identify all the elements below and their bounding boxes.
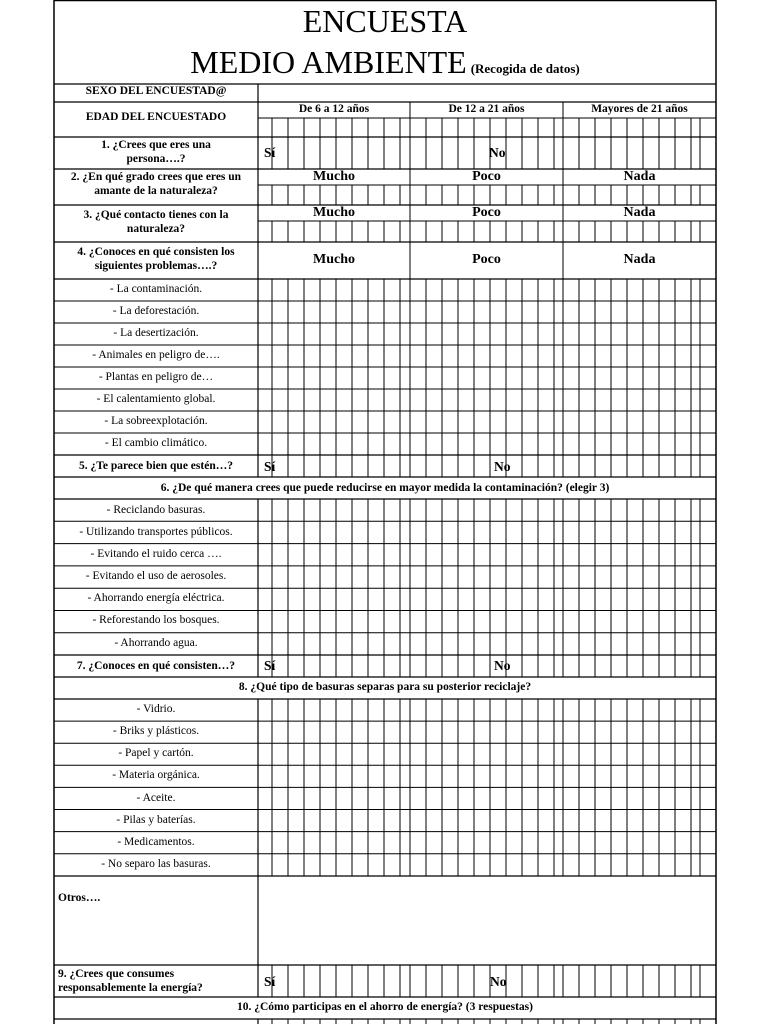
q5-yes-label: Sí (264, 459, 276, 474)
q8-item-7: - Medicamentos. (117, 836, 195, 848)
q3-option-mucho: Mucho (313, 205, 355, 220)
q7-yes-label: Sí (264, 658, 276, 673)
q6-text: 6. ¿De qué manera crees que puede reducirse en mayor medida la contaminación? (elegir 3) (160, 482, 610, 494)
q8-item-1: - Vidrio. (136, 703, 176, 715)
q9-yes-label: Sí (264, 974, 276, 989)
title-line-1: ENCUESTA (302, 3, 468, 39)
q6-item-7: - Ahorrando agua. (114, 637, 198, 649)
q3-option-poco: Poco (472, 205, 501, 220)
edad-range-1: De 6 a 12 años (298, 103, 370, 115)
title-subtitle: (Recogida de datos) (470, 61, 580, 76)
q4-item-6: - El calentamiento global. (96, 393, 216, 405)
title-main: MEDIO AMBIENTE (190, 44, 467, 80)
q4-item-5: - Plantas en peligro de… (98, 371, 214, 383)
q5-no-label: No (494, 459, 511, 474)
q8-item-3: - Papel y cartón. (118, 747, 194, 759)
q4-option-poco: Poco (472, 252, 501, 267)
q6-item-3: - Evitando el ruido cerca …. (90, 548, 222, 560)
q4-item-3: - La desertización. (113, 327, 199, 339)
edad-label: EDAD DEL ENCUESTADO (85, 111, 227, 123)
q4-item-8: - El cambio climático. (104, 437, 208, 449)
q6-item-1: - Reciclando basuras. (106, 504, 206, 516)
q4-option-nada: Nada (623, 252, 656, 267)
edad-range-2: De 12 a 21 años (448, 103, 525, 115)
q8-otros-label: Otros…. (58, 892, 101, 904)
q8-item-8: - No separo las basuras. (101, 858, 211, 870)
q4-item-1: - La contaminación. (109, 283, 203, 295)
q7-text: 7. ¿Conoces en qué consisten…? (76, 660, 236, 672)
q9-text: 9. ¿Crees que consumes responsablemente la energía? (58, 968, 203, 994)
sexo-label: SEXO DEL ENCUESTAD@ (85, 85, 227, 97)
title-line-2 (54, 46, 716, 78)
q2-text: 2. ¿En qué grado crees que eres un amante de la naturaleza? (70, 171, 242, 197)
q3-text: 3. ¿Qué contacto tienes con la naturaleza? (83, 209, 229, 235)
q8-text: 8. ¿Qué tipo de basuras separas para su posterior reciclaje? (238, 681, 532, 693)
q1-yes-label: Sí (264, 145, 276, 160)
q3-option-nada: Nada (623, 205, 656, 220)
q2-option-poco: Poco (472, 169, 501, 184)
q4-item-2: - La deforestación. (112, 305, 200, 317)
q4-item-4: - Animales en peligro de…. (92, 349, 220, 361)
edad-range-3: Mayores de 21 años (591, 103, 688, 115)
q6-item-6: - Reforestando los bosques. (92, 614, 220, 626)
q5-text: 5. ¿Te parece bien que estén…? (79, 460, 233, 472)
q6-item-2: - Utilizando transportes públicos. (79, 526, 233, 538)
q8-item-2: - Briks y plásticos. (112, 725, 200, 737)
q10-text: 10. ¿Cómo participas en el ahorro de energía? (3 respuestas) (237, 1001, 533, 1013)
q1-no-label: No (489, 145, 506, 160)
q8-item-4: - Materia orgánica. (112, 769, 200, 781)
q6-item-4: - Evitando el uso de aerosoles. (85, 570, 227, 582)
q9-no-label: No (490, 974, 507, 989)
q6-item-5: - Ahorrando energía eléctrica. (87, 592, 225, 604)
q1-text: 1. ¿Crees que eres una persona….? (101, 139, 211, 165)
q2-option-mucho: Mucho (313, 169, 355, 184)
q8-item-5: - Aceite. (136, 792, 176, 804)
q4-option-mucho: Mucho (313, 252, 355, 267)
q4-text: 4. ¿Conoces en qué consisten los siguientes problemas….? (77, 246, 235, 272)
q2-option-nada: Nada (623, 169, 656, 184)
q4-item-7: - La sobreexplotación. (104, 415, 208, 427)
q7-no-label: No (494, 658, 511, 673)
q8-item-6: - Pilas y baterías. (116, 814, 196, 826)
